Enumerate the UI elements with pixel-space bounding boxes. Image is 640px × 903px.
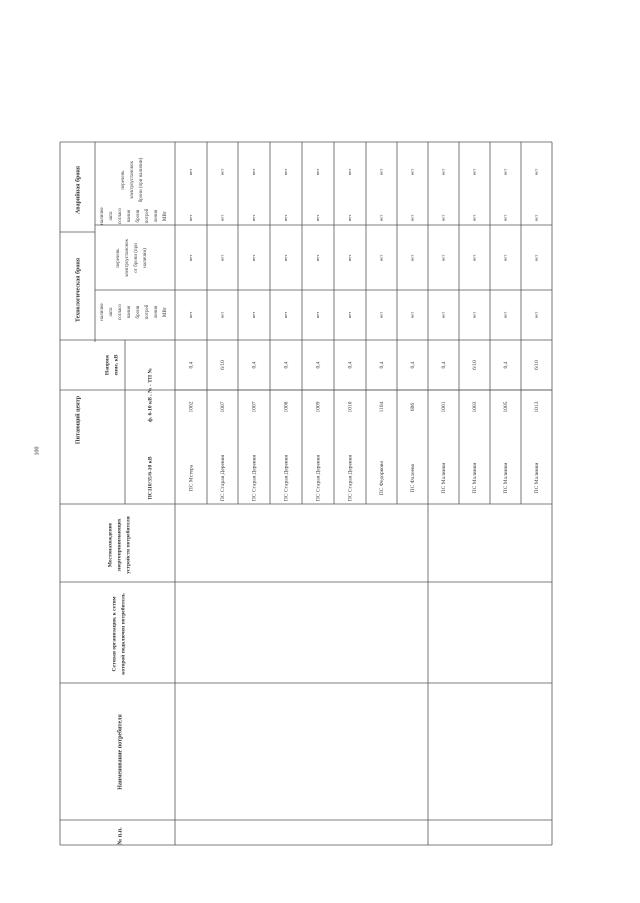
row-9-tech-list: нет (440, 254, 446, 262)
header-consumer: Наименование потребителя (117, 714, 124, 790)
row-7-feeder: 1104 (378, 401, 385, 413)
row-12-emergency-availability: нет (533, 214, 539, 222)
row-6-feeder: 1010 (347, 401, 354, 413)
row-8-voltage: 0,4 (409, 361, 416, 369)
row-10-voltage: 6/10 (471, 360, 478, 370)
row-6-voltage: 0,4 (347, 361, 354, 369)
row-6-substation: ПС Старая Деревня (347, 454, 354, 502)
row-12-feeder: 1013 (533, 401, 540, 413)
row-4-substation: ПС Старая Деревня (283, 454, 290, 502)
row-8-emergency-list: нет (409, 168, 415, 176)
header-tech-availability-7: ления (154, 305, 160, 319)
header-voltage-2: ение, кВ (113, 354, 120, 376)
row-4-voltage: 0,4 (283, 361, 290, 369)
row-5-substation: ПС Старая Деревня (315, 454, 322, 502)
row-11-tech-availability: нет (502, 311, 508, 319)
row-6-tech-availability: нет (347, 311, 353, 319)
row-12-emergency-list: нет (533, 168, 539, 176)
header-tech-availability-2: акта (109, 307, 115, 317)
row-1-emergency-list: нет (188, 168, 194, 176)
header-location-2: энергопринимающих (116, 518, 123, 572)
row-4-tech-list: нет (283, 254, 289, 262)
row-11-substation: ПС Малинки (502, 462, 509, 494)
header-emergency-list-2: электроустановок (130, 161, 136, 199)
row-8-substation: ПС Фалеево (409, 463, 416, 493)
row-7-tech-availability: нет (378, 311, 384, 319)
header-tech-armor: Технологическая броня (75, 257, 82, 323)
page-number: 100 (34, 446, 41, 456)
row-3-emergency-availability: нет (251, 214, 257, 222)
row-5-tech-availability: нет (315, 311, 321, 319)
row-10-tech-availability: нет (471, 311, 477, 319)
row-5-emergency-list: нет (315, 168, 321, 176)
row-1-tech-list: нет (188, 254, 194, 262)
header-emergency-availability-1: наличие (100, 207, 106, 225)
row-4-tech-availability: нет (283, 311, 289, 319)
row-3-tech-list: нет (251, 254, 257, 262)
header-tech-list-1: перечень (116, 248, 122, 268)
header-tech-list-3: от брони (при (134, 243, 140, 273)
row-12-tech-availability: нет (533, 311, 539, 319)
row-3-voltage: 0,4 (251, 361, 258, 369)
row-5-tech-list: нет (315, 254, 321, 262)
row-5-voltage: 0,4 (315, 361, 322, 369)
header-emergency-availability-4: вания (127, 209, 133, 223)
header-tech-availability-5: брони (136, 305, 142, 319)
header-feeder-f: ф. 6-10 кВ , № - ТП № (147, 368, 154, 422)
row-10-substation: ПС Малинки (471, 462, 478, 494)
header-connection: Сетевая организация, к сетям (111, 596, 118, 672)
row-1-feeder: 1002 (188, 401, 195, 413)
row-10-feeder: 1003 (471, 401, 478, 413)
header-emergency-availability-3: согласо (118, 208, 124, 224)
row-6-emergency-availability: нет (347, 214, 353, 222)
header-feeder: Питающий центр (75, 395, 82, 445)
header-emergency-list-3: брони (при наличии) (139, 157, 145, 203)
header-location-3: устройств потребителя (125, 516, 132, 574)
row-7-voltage: 0,4 (378, 361, 385, 369)
header-tech-availability-1: наличие (100, 303, 106, 321)
row-1-tech-availability: нет (188, 311, 194, 319)
row-2-tech-availability: нет (219, 311, 225, 319)
row-2-voltage: 6/10 (219, 360, 226, 370)
row-8-emergency-availability: нет (409, 214, 415, 222)
header-connection-2: которой подключен потребитель (120, 593, 127, 675)
header-tech-availability-6: потреб (145, 304, 151, 320)
header-location: Местонахождение (107, 522, 114, 568)
row-10-emergency-list: нет (471, 168, 477, 176)
row-1-voltage: 0,4 (188, 361, 195, 369)
row-9-feeder: 1001 (440, 401, 447, 413)
header-tech-list-2: электроустановок (125, 239, 131, 277)
row-9-voltage: 0,4 (440, 361, 447, 369)
row-6-emergency-list: нет (347, 168, 353, 176)
row-8-feeder: 606 (409, 402, 416, 412)
row-1-substation: ПС Мстера (188, 464, 195, 492)
header-emergency-list-1: перечень (121, 170, 127, 190)
header-tech-availability-4: вания (127, 305, 133, 319)
row-7-emergency-availability: нет (378, 214, 384, 222)
row-12-substation: ПС Малинки (533, 462, 540, 494)
header-feeder-ps: ПС110/35/6-10 кВ (147, 456, 154, 500)
row-9-substation: ПС Малинки (440, 462, 447, 494)
row-4-emergency-availability: нет (283, 214, 289, 222)
header-num: № п.п. (117, 827, 124, 845)
header-emergency-availability-7: ления (154, 209, 160, 223)
row-11-voltage: 0,4 (502, 361, 509, 369)
row-7-tech-list: нет (378, 254, 384, 262)
row-11-emergency-list: нет (502, 168, 508, 176)
header-emergency-availability-8: МВт (163, 211, 169, 221)
row-7-emergency-list: нет (378, 168, 384, 176)
header-voltage: Напряж (104, 354, 111, 376)
header-tech-availability-3: согласо (118, 304, 124, 320)
row-5-emergency-availability: нет (315, 214, 321, 222)
row-9-emergency-list: нет (440, 168, 446, 176)
row-8-tech-list: нет (409, 254, 415, 262)
row-2-tech-list: нет (219, 254, 225, 262)
row-4-emergency-list: нет (283, 168, 289, 176)
row-11-feeder: 1005 (502, 401, 509, 413)
header-emergency-armor: Аварийная броня (75, 165, 82, 215)
row-6-tech-list: нет (347, 254, 353, 262)
header-emergency-availability-5: брони (136, 209, 142, 223)
row-3-substation: ПС Старая Деревня (251, 454, 258, 502)
row-10-emergency-availability: нет (471, 214, 477, 222)
row-3-feeder: 1007 (251, 401, 258, 413)
row-12-tech-list: нет (533, 254, 539, 262)
header-emergency-availability-2: акта (109, 211, 115, 221)
row-11-tech-list: нет (502, 254, 508, 262)
row-2-substation: ПС Старая Деревня (219, 454, 226, 502)
row-3-tech-availability: нет (251, 311, 257, 319)
row-2-emergency-list: нет (219, 168, 225, 176)
row-5-feeder: 1009 (315, 401, 322, 413)
header-emergency-availability-6: потреб (145, 208, 151, 224)
row-11-emergency-availability: нет (502, 214, 508, 222)
header-tech-list-4: наличии) (143, 248, 149, 268)
row-2-emergency-availability: нет (219, 214, 225, 222)
row-9-tech-availability: нет (440, 311, 446, 319)
row-3-emergency-list: нет (251, 168, 257, 176)
row-2-feeder: 1007 (219, 401, 226, 413)
row-1-emergency-availability: нет (188, 214, 194, 222)
row-9-emergency-availability: нет (440, 214, 446, 222)
row-4-feeder: 1008 (283, 401, 290, 413)
row-8-tech-availability: нет (409, 311, 415, 319)
row-10-tech-list: нет (471, 254, 477, 262)
header-tech-availability-8: МВт (163, 307, 169, 317)
row-12-voltage: 6/10 (533, 360, 540, 370)
table-text (74, 157, 539, 844)
row-7-substation: ПС Федорково (378, 460, 385, 496)
